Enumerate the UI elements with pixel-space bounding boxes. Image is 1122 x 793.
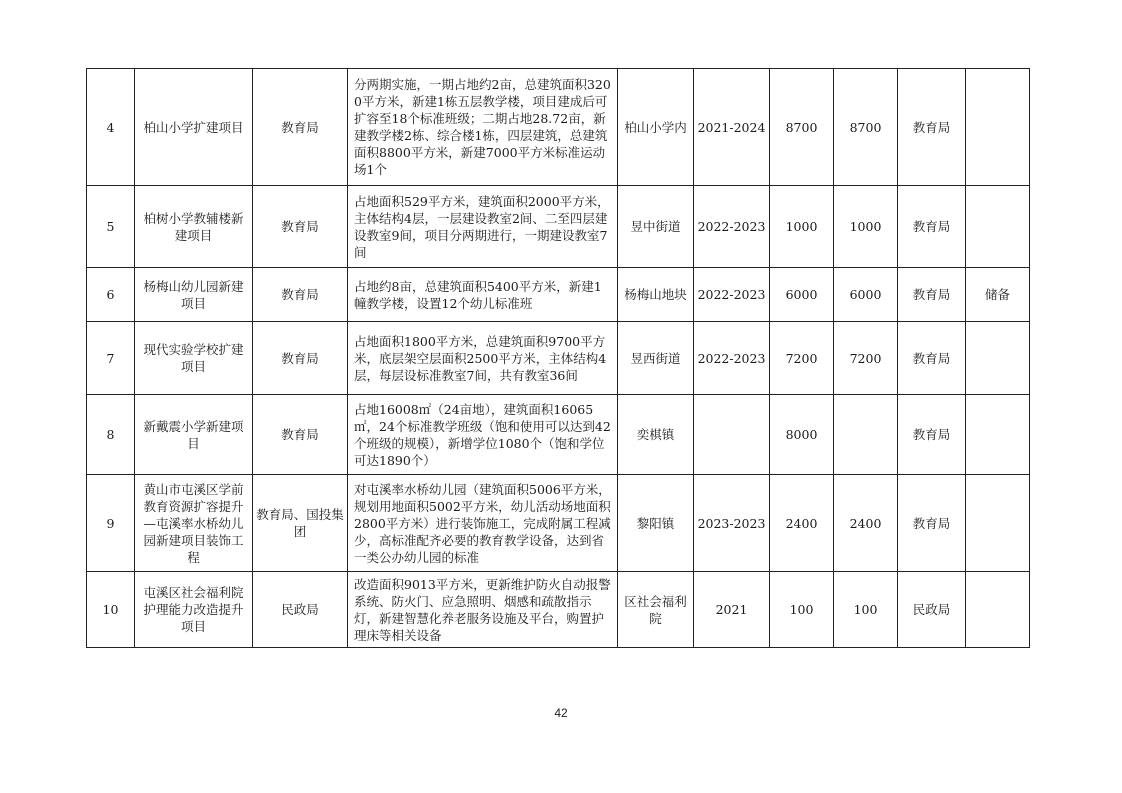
planned-investment-cell: 1000 [834, 186, 898, 268]
location-cell: 昱西街道 [618, 322, 694, 395]
lead-department-cell: 教育局 [898, 322, 966, 395]
project-name-cell: 新戴震小学新建项目 [135, 395, 253, 475]
total-investment-cell: 8000 [770, 395, 834, 475]
lead-department-cell: 民政局 [898, 572, 966, 648]
row-number-cell: 9 [87, 475, 135, 572]
responsible-unit-cell: 教育局 [253, 69, 348, 186]
remark-cell: 储备 [966, 268, 1030, 322]
total-investment-cell: 7200 [770, 322, 834, 395]
row-number-cell: 7 [87, 322, 135, 395]
responsible-unit-cell: 教育局 [253, 322, 348, 395]
row-number-cell: 6 [87, 268, 135, 322]
construction-content-cell: 改造面积9013平方米，更新维护防火自动报警系统、防火门、应急照明、烟感和疏散指示灯，新建智慧化养老服务设施及平台，购置护理床等相关设备 [348, 572, 618, 648]
responsible-unit-cell: 教育局 [253, 268, 348, 322]
page-number: 42 [554, 706, 568, 720]
remark-cell [966, 186, 1030, 268]
project-name-cell: 黄山市屯溪区学前教育资源扩容提升—屯溪率水桥幼儿园新建项目装饰工程 [135, 475, 253, 572]
table-row [87, 395, 1030, 475]
construction-period-cell: 2021 [694, 572, 770, 648]
responsible-unit-cell: 民政局 [253, 572, 348, 648]
location-cell: 杨梅山地块 [618, 268, 694, 322]
construction-content-cell: 分两期实施，一期占地约2亩，总建筑面积3200平方米，新建1栋五层教学楼，项目建成后可扩容至18个标准班级；二期占地28.72亩，新建教学楼2栋、综合楼1栋，四层建筑，总建筑面积8800平方米，新建7000平方米标准运动场1个 [348, 69, 618, 186]
total-investment-cell: 100 [770, 572, 834, 648]
construction-period-cell: 2022-2023 [694, 186, 770, 268]
responsible-unit-cell: 教育局 [253, 186, 348, 268]
remark-cell [966, 572, 1030, 648]
construction-content-cell: 占地面积529平方米，建筑面积2000平方米，主体结构4层，一层建设教室2间、二至四层建设教室9间，项目分两期进行，一期建设教室7间 [348, 186, 618, 268]
lead-department-cell: 教育局 [898, 186, 966, 268]
project-name-cell: 现代实验学校扩建项目 [135, 322, 253, 395]
project-name-cell: 柏树小学教辅楼新建项目 [135, 186, 253, 268]
location-cell: 区社会福利院 [618, 572, 694, 648]
total-investment-cell: 1000 [770, 186, 834, 268]
lead-department-cell: 教育局 [898, 268, 966, 322]
planned-investment-cell: 2400 [834, 475, 898, 572]
project-name-cell: 杨梅山幼儿园新建项目 [135, 268, 253, 322]
row-number-cell: 4 [87, 69, 135, 186]
table-row [87, 322, 1030, 395]
construction-period-cell [694, 395, 770, 475]
lead-department-cell: 教育局 [898, 69, 966, 186]
remark-cell [966, 69, 1030, 186]
location-cell: 柏山小学内 [618, 69, 694, 186]
planned-investment-cell: 100 [834, 572, 898, 648]
remark-cell [966, 322, 1030, 395]
construction-content-cell: 占地约8亩，总建筑面积5400平方米，新建1幢教学楼，设置12个幼儿标准班 [348, 268, 618, 322]
project-name-cell: 柏山小学扩建项目 [135, 69, 253, 186]
construction-period-cell: 2021-2024 [694, 69, 770, 186]
row-number-cell: 8 [87, 395, 135, 475]
construction-content-cell: 占地面积1800平方米，总建筑面积9700平方米，底层架空层面积2500平方米，主体结构4层，每层设标准教室7间，共有教室36间 [348, 322, 618, 395]
row-number-cell: 5 [87, 186, 135, 268]
responsible-unit-cell: 教育局 [253, 395, 348, 475]
project-table [86, 68, 1030, 648]
project-name-cell: 屯溪区社会福利院护理能力改造提升项目 [135, 572, 253, 648]
location-cell: 奕棋镇 [618, 395, 694, 475]
location-cell: 昱中街道 [618, 186, 694, 268]
remark-cell [966, 395, 1030, 475]
construction-period-cell: 2023-2023 [694, 475, 770, 572]
location-cell: 黎阳镇 [618, 475, 694, 572]
construction-period-cell: 2022-2023 [694, 322, 770, 395]
construction-period-cell: 2022-2023 [694, 268, 770, 322]
planned-investment-cell: 7200 [834, 322, 898, 395]
lead-department-cell: 教育局 [898, 475, 966, 572]
table-row [87, 572, 1030, 648]
responsible-unit-cell: 教育局、国投集团 [253, 475, 348, 572]
planned-investment-cell: 8700 [834, 69, 898, 186]
remark-cell [966, 475, 1030, 572]
construction-content-cell: 占地16008㎡（24亩地），建筑面积16065㎡，24个标准教学班级（饱和使用可以达到42个班级的规模），新增学位1080个（饱和学位可达1890个） [348, 395, 618, 475]
table-row [87, 69, 1030, 186]
row-number-cell: 10 [87, 572, 135, 648]
table-row [87, 186, 1030, 268]
table-body [87, 69, 1030, 648]
planned-investment-cell [834, 395, 898, 475]
table-row [87, 268, 1030, 322]
total-investment-cell: 2400 [770, 475, 834, 572]
total-investment-cell: 6000 [770, 268, 834, 322]
construction-content-cell: 对屯溪率水桥幼儿园（建筑面积5006平方米，规划用地面积5002平方米，幼儿活动场地面积2800平方米）进行装饰施工，完成附属工程减少，高标准配齐必要的教育教学设备，达到省一类公办幼儿园的标准 [348, 475, 618, 572]
planned-investment-cell: 6000 [834, 268, 898, 322]
lead-department-cell: 教育局 [898, 395, 966, 475]
table-row [87, 475, 1030, 572]
total-investment-cell: 8700 [770, 69, 834, 186]
